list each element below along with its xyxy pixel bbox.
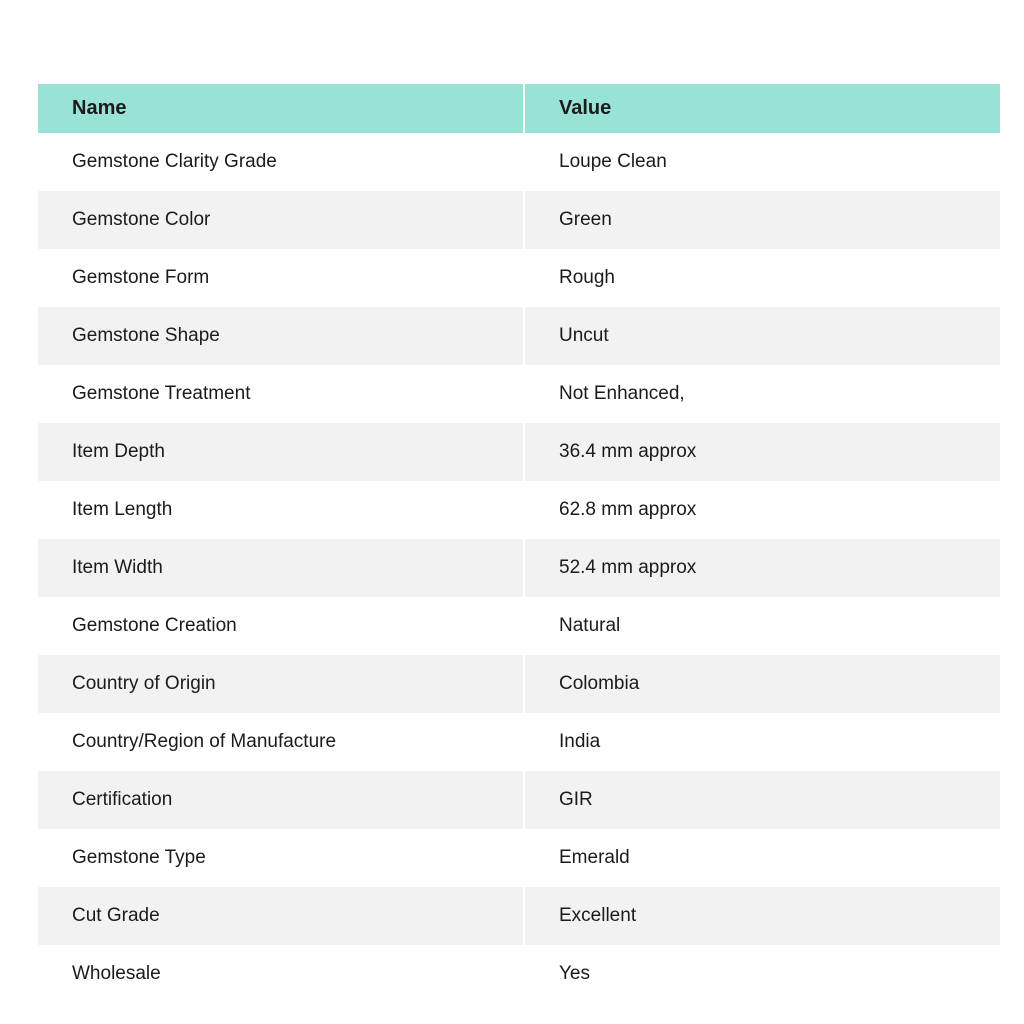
spec-value: Not Enhanced,: [524, 365, 1000, 423]
spec-name: Gemstone Clarity Grade: [38, 133, 524, 191]
table-row: [38, 713, 1000, 771]
spec-value: GIR: [524, 771, 1000, 829]
table-row: [38, 829, 1000, 887]
spec-name: Gemstone Color: [38, 191, 524, 249]
spec-name: Country/Region of Manufacture: [38, 713, 524, 771]
table-row: [38, 539, 1000, 597]
spec-value: Excellent: [524, 887, 1000, 945]
spec-name: Gemstone Creation: [38, 597, 524, 655]
spec-name: Cut Grade: [38, 887, 524, 945]
table-row: [38, 597, 1000, 655]
table-row: [38, 887, 1000, 945]
spec-name: Item Depth: [38, 423, 524, 481]
spec-name: Gemstone Type: [38, 829, 524, 887]
table-row: [38, 945, 1000, 1003]
spec-value: Colombia: [524, 655, 1000, 713]
spec-name: Gemstone Form: [38, 249, 524, 307]
specs-table: [38, 84, 1000, 1003]
spec-name: Country of Origin: [38, 655, 524, 713]
spec-value: Green: [524, 191, 1000, 249]
spec-value: India: [524, 713, 1000, 771]
table-row: [38, 249, 1000, 307]
table-row: [38, 191, 1000, 249]
column-header-name: Name: [38, 84, 524, 133]
spec-value: 36.4 mm approx: [524, 423, 1000, 481]
spec-name: Wholesale: [38, 945, 524, 1003]
table-row: [38, 771, 1000, 829]
table-header-row: [38, 84, 1000, 133]
spec-value: 62.8 mm approx: [524, 481, 1000, 539]
spec-name: Item Length: [38, 481, 524, 539]
spec-name: Item Width: [38, 539, 524, 597]
spec-value: Natural: [524, 597, 1000, 655]
table-row: [38, 133, 1000, 191]
spec-value: Emerald: [524, 829, 1000, 887]
table-row: [38, 481, 1000, 539]
spec-value: 52.4 mm approx: [524, 539, 1000, 597]
table-row: [38, 423, 1000, 481]
spec-value: Rough: [524, 249, 1000, 307]
table-row: [38, 365, 1000, 423]
spec-value: Yes: [524, 945, 1000, 1003]
spec-name: Certification: [38, 771, 524, 829]
spec-name: Gemstone Shape: [38, 307, 524, 365]
item-specifics-panel: [38, 84, 1000, 1003]
table-row: [38, 655, 1000, 713]
spec-value: Loupe Clean: [524, 133, 1000, 191]
column-header-value: Value: [524, 84, 1000, 133]
spec-value: Uncut: [524, 307, 1000, 365]
table-row: [38, 307, 1000, 365]
spec-name: Gemstone Treatment: [38, 365, 524, 423]
